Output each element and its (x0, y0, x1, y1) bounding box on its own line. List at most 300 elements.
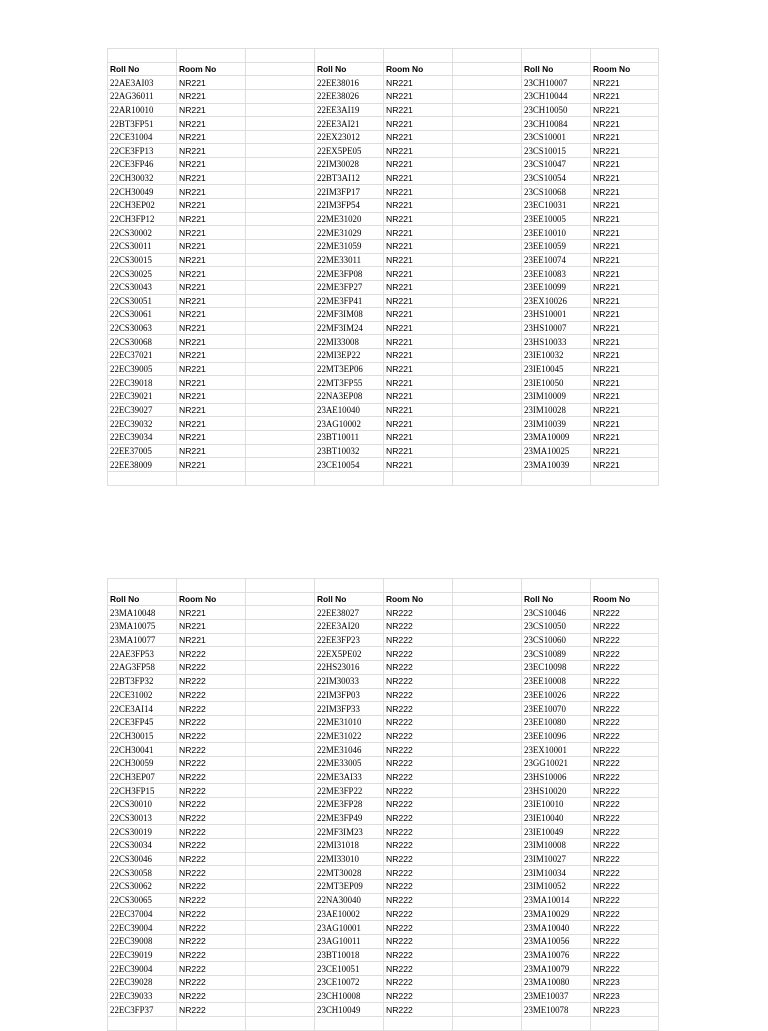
roll-number-cell: 22CE31002 (108, 688, 177, 702)
spacer-cell (453, 444, 522, 458)
spacer-cell (246, 743, 315, 757)
room-number-cell: NR221 (591, 144, 659, 158)
table-row (108, 811, 659, 825)
empty-cell (522, 579, 591, 593)
room-number-cell: NR221 (177, 620, 246, 634)
room-number-cell: NR221 (591, 76, 659, 90)
room-number-cell: NR222 (384, 743, 453, 757)
room-number-cell: NR222 (591, 907, 659, 921)
spacer-cell (246, 335, 315, 349)
room-number-cell: NR221 (177, 633, 246, 647)
spacer-cell (246, 103, 315, 117)
spacer-cell (246, 390, 315, 404)
room-number-cell: NR221 (384, 417, 453, 431)
spacer-cell (246, 647, 315, 661)
roll-number-cell: 22EC39005 (108, 362, 177, 376)
room-number-cell: NR222 (384, 606, 453, 620)
room-number-cell: NR221 (177, 403, 246, 417)
table-row (108, 458, 659, 472)
empty-cell (384, 471, 453, 485)
room-number-cell: NR222 (591, 825, 659, 839)
room-number-cell: NR221 (591, 117, 659, 131)
spacer-cell (246, 376, 315, 390)
roll-number-cell: 23CS10068 (522, 185, 591, 199)
empty-cell (453, 471, 522, 485)
roll-number-cell: 23CE10072 (315, 975, 384, 989)
spacer-cell (246, 294, 315, 308)
spacer-cell (246, 1003, 315, 1017)
room-number-cell: NR221 (384, 117, 453, 131)
room-number-cell: NR222 (177, 715, 246, 729)
spacer-cell (453, 948, 522, 962)
roll-number-cell: 22CH30049 (108, 185, 177, 199)
table-row (108, 934, 659, 948)
spacer-cell (453, 866, 522, 880)
spacer-cell (246, 661, 315, 675)
room-number-cell: NR222 (177, 647, 246, 661)
table-row (108, 975, 659, 989)
roll-number-cell: 22HS23016 (315, 661, 384, 675)
room-number-cell: NR221 (384, 89, 453, 103)
table-row (108, 702, 659, 716)
room-number-cell: NR222 (591, 702, 659, 716)
roll-number-cell: 22MF3IM08 (315, 308, 384, 322)
roll-number-cell: 22MT30028 (315, 866, 384, 880)
spacer-cell (453, 839, 522, 853)
empty-cell (108, 471, 177, 485)
spacer-cell (453, 335, 522, 349)
room-number-cell: NR222 (384, 784, 453, 798)
spacer-cell (453, 784, 522, 798)
room-number-cell: NR221 (384, 199, 453, 213)
roll-number-cell: 22IM30028 (315, 158, 384, 172)
spacer-cell (453, 294, 522, 308)
roll-number-cell: 22MT3FP55 (315, 376, 384, 390)
table-row (108, 349, 659, 363)
room-number-cell: NR222 (384, 907, 453, 921)
roll-number-cell: 22CE31004 (108, 130, 177, 144)
room-number-cell: NR221 (591, 199, 659, 213)
empty-row (108, 1017, 659, 1031)
empty-cell (384, 579, 453, 593)
spacer-cell (453, 962, 522, 976)
room-number-cell: NR222 (591, 647, 659, 661)
roll-number-cell: 22EC39004 (108, 962, 177, 976)
spacer-cell (453, 647, 522, 661)
spacer-cell (453, 158, 522, 172)
spacer-cell (246, 117, 315, 131)
roll-number-cell: 23ME10037 (522, 989, 591, 1003)
roll-number-cell: 22BT3AI12 (315, 171, 384, 185)
roll-number-cell: 23MA10029 (522, 907, 591, 921)
roll-number-cell: 23AE10040 (315, 403, 384, 417)
roll-number-cell: 23MA10077 (108, 633, 177, 647)
roll-number-cell: 22EC3FP37 (108, 1003, 177, 1017)
room-number-cell: NR222 (384, 893, 453, 907)
roll-number-cell: 22EE3AI21 (315, 117, 384, 131)
roll-number-cell: 23GG10021 (522, 756, 591, 770)
roll-number-cell: 22CS30063 (108, 321, 177, 335)
roll-number-cell: 22CH30015 (108, 729, 177, 743)
empty-cell (177, 49, 246, 63)
roll-number-cell: 22EE38016 (315, 76, 384, 90)
table-row (108, 1003, 659, 1017)
empty-cell (177, 471, 246, 485)
spacer-cell (453, 89, 522, 103)
table-row (108, 403, 659, 417)
roll-number-cell: 22EC39021 (108, 390, 177, 404)
spacer-cell (453, 76, 522, 90)
spacer-cell (246, 907, 315, 921)
roll-number-cell: 22ME3FP28 (315, 798, 384, 812)
room-number-cell: NR221 (591, 458, 659, 472)
spacer-cell (453, 606, 522, 620)
room-number-cell: NR221 (177, 226, 246, 240)
room-number-cell: NR221 (384, 376, 453, 390)
roll-number-cell: 22EE3FP23 (315, 633, 384, 647)
roll-number-cell: 23AG10001 (315, 921, 384, 935)
empty-cell (315, 49, 384, 63)
roll-number-cell: 23BT10018 (315, 948, 384, 962)
room-number-cell: NR221 (591, 417, 659, 431)
roll-number-cell: 22MT3EP09 (315, 880, 384, 894)
room-number-cell: NR221 (384, 430, 453, 444)
spacer-cell (453, 702, 522, 716)
roll-number-cell: 22MI33010 (315, 852, 384, 866)
spacer-cell (453, 880, 522, 894)
table-row (108, 267, 659, 281)
room-no-header: Room No (384, 62, 453, 76)
room-number-cell: NR222 (591, 839, 659, 853)
table-row (108, 880, 659, 894)
roll-no-header: Roll No (315, 592, 384, 606)
spacer-cell (246, 239, 315, 253)
table-row (108, 784, 659, 798)
room-number-cell: NR221 (384, 130, 453, 144)
spacer-cell (246, 212, 315, 226)
roll-number-cell: 22ME3FP08 (315, 267, 384, 281)
roll-number-cell: 23MA10014 (522, 893, 591, 907)
room-number-cell: NR222 (591, 934, 659, 948)
spacer-cell (453, 921, 522, 935)
table-row (108, 335, 659, 349)
room-number-cell: NR221 (177, 267, 246, 281)
room-number-cell: NR222 (384, 729, 453, 743)
spacer-cell (246, 62, 315, 76)
roll-number-cell: 22CS30068 (108, 335, 177, 349)
roll-number-cell: 23CS10001 (522, 130, 591, 144)
room-number-cell: NR222 (177, 729, 246, 743)
roll-number-cell: 23IE10050 (522, 376, 591, 390)
spacer-cell (453, 620, 522, 634)
roll-number-cell: 23EC10098 (522, 661, 591, 675)
room-number-cell: NR222 (591, 921, 659, 935)
spacer-cell (453, 729, 522, 743)
room-number-cell: NR222 (177, 839, 246, 853)
room-number-cell: NR222 (177, 852, 246, 866)
room-number-cell: NR221 (177, 294, 246, 308)
room-number-cell: NR221 (591, 103, 659, 117)
spacer-cell (246, 921, 315, 935)
room-number-cell: NR222 (177, 934, 246, 948)
roll-number-cell: 23IE10049 (522, 825, 591, 839)
roll-number-cell: 23EE10059 (522, 239, 591, 253)
roll-number-cell: 23EE10080 (522, 715, 591, 729)
room-number-cell: NR222 (177, 674, 246, 688)
table-row (108, 76, 659, 90)
room-number-cell: NR221 (591, 308, 659, 322)
spacer-cell (246, 825, 315, 839)
roll-number-cell: 22CS30058 (108, 866, 177, 880)
spacer-cell (246, 756, 315, 770)
table-row (108, 89, 659, 103)
roll-number-cell: 22EX5PE02 (315, 647, 384, 661)
room-number-cell: NR223 (591, 989, 659, 1003)
empty-cell (246, 579, 315, 593)
table-row (108, 199, 659, 213)
roll-number-cell: 22EE3AI19 (315, 103, 384, 117)
spacer-cell (453, 239, 522, 253)
spacer-cell (246, 729, 315, 743)
spacer-cell (246, 770, 315, 784)
spacer-cell (453, 989, 522, 1003)
room-number-cell: NR221 (591, 390, 659, 404)
room-number-cell: NR221 (177, 376, 246, 390)
room-number-cell: NR222 (384, 798, 453, 812)
roll-number-cell: 22MI33008 (315, 335, 384, 349)
roll-number-cell: 22EX23012 (315, 130, 384, 144)
spacer-cell (246, 784, 315, 798)
roll-number-cell: 22CS30061 (108, 308, 177, 322)
roll-number-cell: 23IE10045 (522, 362, 591, 376)
spacer-cell (453, 743, 522, 757)
roll-number-cell: 22NA30040 (315, 893, 384, 907)
roll-number-cell: 22CH3EP02 (108, 199, 177, 213)
roll-number-cell: 23MA10080 (522, 975, 591, 989)
spacer-cell (246, 76, 315, 90)
roll-number-cell: 22CH30032 (108, 171, 177, 185)
spacer-cell (453, 661, 522, 675)
table-row (108, 729, 659, 743)
room-number-cell: NR221 (177, 362, 246, 376)
room-number-cell: NR221 (591, 130, 659, 144)
roll-number-cell: 23HS10020 (522, 784, 591, 798)
room-number-cell: NR221 (591, 89, 659, 103)
room-number-cell: NR221 (384, 185, 453, 199)
room-number-cell: NR222 (384, 674, 453, 688)
roll-number-cell: 23EX10026 (522, 294, 591, 308)
room-number-cell: NR221 (177, 185, 246, 199)
roll-number-cell: 23EE10083 (522, 267, 591, 281)
spacer-cell (246, 866, 315, 880)
roll-number-cell: 22EE37005 (108, 444, 177, 458)
spacer-cell (453, 798, 522, 812)
table-row (108, 171, 659, 185)
roll-number-cell: 22CS30002 (108, 226, 177, 240)
roll-number-cell: 22IM3FP03 (315, 688, 384, 702)
roll-number-cell: 23HS10001 (522, 308, 591, 322)
room-number-cell: NR221 (177, 430, 246, 444)
table-row (108, 144, 659, 158)
spacer-cell (246, 592, 315, 606)
room-number-cell: NR221 (384, 321, 453, 335)
room-number-cell: NR222 (384, 688, 453, 702)
roll-number-cell: 23MA10039 (522, 458, 591, 472)
roll-number-cell: 22MF3IM24 (315, 321, 384, 335)
roll-number-cell: 22EC39008 (108, 934, 177, 948)
room-number-cell: NR221 (591, 158, 659, 172)
table-row (108, 430, 659, 444)
room-number-cell: NR222 (384, 1003, 453, 1017)
spacer-cell (453, 144, 522, 158)
room-number-cell: NR221 (591, 349, 659, 363)
room-number-cell: NR222 (177, 989, 246, 1003)
room-number-cell: NR221 (384, 280, 453, 294)
room-number-cell: NR222 (591, 798, 659, 812)
empty-cell (108, 49, 177, 63)
roll-no-header: Roll No (108, 62, 177, 76)
spacer-cell (453, 390, 522, 404)
table-row (108, 130, 659, 144)
roll-number-cell: 22ME31020 (315, 212, 384, 226)
roll-number-cell: 23EE10070 (522, 702, 591, 716)
roll-number-cell: 22CE3FP13 (108, 144, 177, 158)
room-allocation-sheet-2 (107, 578, 659, 1031)
empty-cell (591, 471, 659, 485)
roll-number-cell: 22IM3FP33 (315, 702, 384, 716)
table-row (108, 688, 659, 702)
room-number-cell: NR222 (591, 715, 659, 729)
roll-number-cell: 22MT3EP06 (315, 362, 384, 376)
spacer-cell (453, 171, 522, 185)
roll-no-header: Roll No (315, 62, 384, 76)
empty-cell (591, 49, 659, 63)
roll-number-cell: 22MI31018 (315, 839, 384, 853)
table-row (108, 852, 659, 866)
room-number-cell: NR221 (384, 294, 453, 308)
table-row (108, 239, 659, 253)
spacer-cell (246, 880, 315, 894)
spacer-cell (453, 253, 522, 267)
spacer-cell (246, 130, 315, 144)
roll-number-cell: 22ME3FP27 (315, 280, 384, 294)
roll-number-cell: 22EC37004 (108, 907, 177, 921)
header-row (108, 592, 659, 606)
spacer-cell (453, 185, 522, 199)
room-number-cell: NR221 (177, 444, 246, 458)
spacer-cell (453, 321, 522, 335)
room-number-cell: NR221 (591, 239, 659, 253)
empty-cell (177, 1017, 246, 1031)
room-number-cell: NR221 (177, 335, 246, 349)
spacer-cell (453, 756, 522, 770)
room-number-cell: NR221 (384, 403, 453, 417)
spacer-cell (453, 770, 522, 784)
room-number-cell: NR221 (384, 144, 453, 158)
table-row (108, 825, 659, 839)
room-number-cell: NR221 (177, 349, 246, 363)
room-number-cell: NR222 (177, 756, 246, 770)
spacer-cell (246, 253, 315, 267)
spacer-cell (453, 934, 522, 948)
roll-number-cell: 22CE3FP45 (108, 715, 177, 729)
room-number-cell: NR221 (177, 89, 246, 103)
room-number-cell: NR222 (591, 880, 659, 894)
roll-number-cell: 23AG10011 (315, 934, 384, 948)
roll-number-cell: 22AG3FP58 (108, 661, 177, 675)
spacer-cell (246, 702, 315, 716)
table-row (108, 376, 659, 390)
roll-number-cell: 23EC10031 (522, 199, 591, 213)
spacer-cell (453, 117, 522, 131)
empty-row (108, 471, 659, 485)
spacer-cell (246, 606, 315, 620)
spacer-cell (246, 989, 315, 1003)
room-no-header: Room No (177, 62, 246, 76)
room-number-cell: NR222 (177, 962, 246, 976)
room-number-cell: NR221 (384, 239, 453, 253)
roll-number-cell: 22EC39004 (108, 921, 177, 935)
roll-number-cell: 22EC37021 (108, 349, 177, 363)
spacer-cell (453, 280, 522, 294)
table-row (108, 647, 659, 661)
room-number-cell: NR222 (384, 839, 453, 853)
roll-number-cell: 22EE38009 (108, 458, 177, 472)
roll-number-cell: 22BT3FP51 (108, 117, 177, 131)
room-number-cell: NR221 (177, 171, 246, 185)
roll-number-cell: 23IE10032 (522, 349, 591, 363)
room-number-cell: NR221 (384, 76, 453, 90)
room-number-cell: NR221 (591, 280, 659, 294)
table-row (108, 280, 659, 294)
spacer-cell (246, 430, 315, 444)
roll-number-cell: 23CS10089 (522, 647, 591, 661)
spacer-cell (246, 267, 315, 281)
roll-number-cell: 22CH3EP07 (108, 770, 177, 784)
table-row (108, 715, 659, 729)
room-number-cell: NR222 (384, 811, 453, 825)
room-number-cell: NR222 (384, 756, 453, 770)
table-row (108, 117, 659, 131)
room-number-cell: NR222 (591, 784, 659, 798)
roll-number-cell: 22CS30011 (108, 239, 177, 253)
room-number-cell: NR221 (591, 171, 659, 185)
room-number-cell: NR221 (384, 458, 453, 472)
spacer-cell (453, 62, 522, 76)
spacer-cell (246, 715, 315, 729)
empty-cell (108, 579, 177, 593)
empty-cell (246, 1017, 315, 1031)
spacer-cell (246, 349, 315, 363)
roll-number-cell: 22EC39032 (108, 417, 177, 431)
roll-number-cell: 22ME3FP41 (315, 294, 384, 308)
empty-cell (453, 579, 522, 593)
roll-number-cell: 22AR10010 (108, 103, 177, 117)
room-number-cell: NR222 (591, 661, 659, 675)
spacer-cell (246, 633, 315, 647)
spacer-cell (246, 321, 315, 335)
spacer-cell (246, 280, 315, 294)
room-number-cell: NR222 (177, 811, 246, 825)
spacer-cell (453, 674, 522, 688)
spacer-cell (246, 158, 315, 172)
empty-row (108, 49, 659, 63)
empty-cell (522, 1017, 591, 1031)
room-number-cell: NR221 (384, 171, 453, 185)
spacer-cell (246, 362, 315, 376)
empty-row (108, 579, 659, 593)
roll-number-cell: 23MA10056 (522, 934, 591, 948)
